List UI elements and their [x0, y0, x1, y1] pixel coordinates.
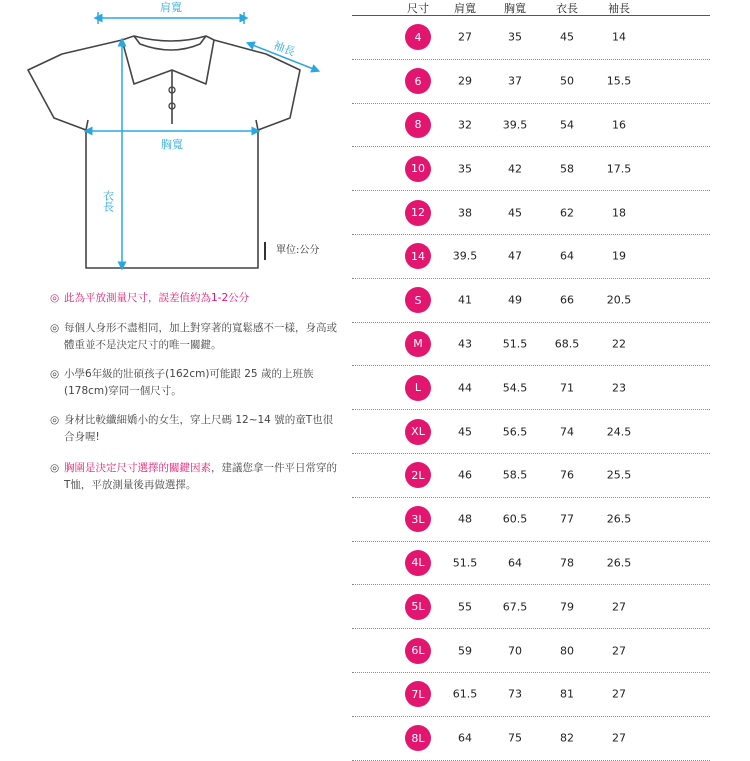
- table-cell: 64: [560, 249, 574, 263]
- shoulder-width-label: 肩寬: [160, 1, 182, 14]
- table-cell: 68.5: [554, 337, 580, 351]
- table-cell: 62: [560, 206, 574, 220]
- table-cell: 49: [508, 293, 522, 307]
- table-row: [352, 60, 710, 104]
- table-cell: 61.5: [452, 687, 478, 701]
- table-cell: 75: [508, 731, 522, 745]
- note-text: 小學6年級的壯碩孩子(162cm)可能跟 25 歲的上班族(178cm)穿同一個尺寸。: [64, 368, 314, 397]
- body-length-label: 衣長: [101, 190, 115, 212]
- table-row: [352, 104, 710, 148]
- table-cell: 27: [612, 731, 626, 745]
- table-cell: 37: [508, 74, 522, 88]
- table-row: [352, 498, 710, 542]
- size-badge: 12: [405, 200, 431, 226]
- size-badge: 5L: [405, 594, 431, 620]
- table-cell: 22: [612, 337, 626, 351]
- table-body: [352, 16, 710, 761]
- size-badge: M: [405, 331, 431, 357]
- table-cell: 43: [458, 337, 472, 351]
- table-cell: 44: [458, 381, 472, 395]
- note-text: 此為平放測量尺寸，誤差值約為1-2公分: [64, 292, 250, 304]
- note-text: ，建議您拿一件平日常穿的T恤，平放測量後再做選擇。: [64, 462, 337, 491]
- table-cell: 32: [458, 118, 472, 132]
- table-row: [352, 16, 710, 60]
- note-item: [50, 460, 340, 494]
- table-cell: 54.5: [502, 381, 528, 395]
- table-cell: 82: [560, 731, 574, 745]
- table-cell: 60.5: [502, 512, 528, 526]
- table-row: [352, 147, 710, 191]
- table-cell: 18: [612, 206, 626, 220]
- size-badge: 14: [405, 243, 431, 269]
- polo-shirt-outline-icon: [0, 0, 340, 280]
- table-cell: 67.5: [502, 600, 528, 614]
- table-cell: 56.5: [502, 425, 528, 439]
- table-cell: 38: [458, 206, 472, 220]
- table-row: [352, 366, 710, 410]
- table-cell: 14: [612, 30, 626, 44]
- size-badge: 4: [405, 24, 431, 50]
- table-cell: 42: [508, 162, 522, 176]
- table-row: [352, 410, 710, 454]
- column-header: 肩寬: [454, 2, 476, 15]
- table-cell: 71: [560, 381, 574, 395]
- table-cell: 50: [560, 74, 574, 88]
- table-cell: 39.5: [452, 249, 478, 263]
- table-cell: 19: [612, 249, 626, 263]
- table-header: [352, 0, 710, 16]
- table-cell: 76: [560, 468, 574, 482]
- table-cell: 35: [508, 30, 522, 44]
- note-bullet-icon: ◎: [50, 462, 60, 474]
- table-row: [352, 235, 710, 279]
- size-badge: L: [405, 375, 431, 401]
- table-cell: 54: [560, 118, 574, 132]
- note-item: [50, 412, 340, 446]
- table-cell: 27: [612, 644, 626, 658]
- table-cell: 45: [560, 30, 574, 44]
- table-cell: 70: [508, 644, 522, 658]
- note-bullet-icon: ◎: [50, 322, 60, 334]
- size-badge: XL: [405, 419, 431, 445]
- table-row: [352, 279, 710, 323]
- note-text: 胸圍是決定尺寸選擇的關鍵因素: [64, 462, 211, 474]
- table-cell: 15.5: [606, 74, 632, 88]
- table-cell: 39.5: [502, 118, 528, 132]
- table-cell: 23: [612, 381, 626, 395]
- table-cell: 64: [458, 731, 472, 745]
- table-cell: 64: [508, 556, 522, 570]
- table-row: [352, 191, 710, 235]
- table-cell: 55: [458, 600, 472, 614]
- table-cell: 16: [612, 118, 626, 132]
- table-row: [352, 323, 710, 367]
- table-cell: 79: [560, 600, 574, 614]
- note-bullet-icon: ◎: [50, 414, 60, 426]
- note-bullet-icon: ◎: [50, 368, 60, 380]
- table-cell: 66: [560, 293, 574, 307]
- table-cell: 59: [458, 644, 472, 658]
- table-cell: 45: [508, 206, 522, 220]
- note-text: 每個人身形不盡相同，加上對穿著的寬鬆感不一樣，身高或體重並不是決定尺寸的唯一關鍵。: [64, 322, 337, 351]
- note-text: 身材比較纖細嬌小的女生，穿上尺碼 12~14 號的童T也很合身喔!: [64, 414, 334, 443]
- table-cell: 51.5: [502, 337, 528, 351]
- size-badge: 6L: [405, 638, 431, 664]
- table-cell: 20.5: [606, 293, 632, 307]
- table-cell: 47: [508, 249, 522, 263]
- table-cell: 27: [612, 687, 626, 701]
- size-badge: 8L: [405, 725, 431, 751]
- table-cell: 45: [458, 425, 472, 439]
- size-badge: 4L: [405, 550, 431, 576]
- size-badge: S: [405, 287, 431, 313]
- note-item: [50, 290, 340, 307]
- unit-label: 單位:公分: [264, 242, 319, 260]
- table-row: [352, 629, 710, 673]
- size-badge: 7L: [405, 681, 431, 707]
- table-cell: 25.5: [606, 468, 632, 482]
- column-header: 袖長: [608, 2, 630, 15]
- shirt-measurement-diagram: [0, 0, 340, 280]
- note-item: [50, 366, 340, 400]
- table-cell: 58.5: [502, 468, 528, 482]
- table-cell: 80: [560, 644, 574, 658]
- sleeve-length-label: 袖長: [271, 38, 297, 59]
- table-cell: 74: [560, 425, 574, 439]
- size-badge: 2L: [405, 462, 431, 488]
- table-cell: 58: [560, 162, 574, 176]
- table-cell: 81: [560, 687, 574, 701]
- size-table: [352, 0, 710, 761]
- size-badge: 6: [405, 68, 431, 94]
- table-row: [352, 585, 710, 629]
- table-cell: 27: [458, 30, 472, 44]
- column-header: 衣長: [556, 2, 578, 15]
- table-cell: 41: [458, 293, 472, 307]
- table-cell: 35: [458, 162, 472, 176]
- table-row: [352, 454, 710, 498]
- table-cell: 73: [508, 687, 522, 701]
- size-badge: 10: [405, 156, 431, 182]
- note-bullet-icon: ◎: [50, 292, 60, 304]
- size-badge: 8: [405, 112, 431, 138]
- table-cell: 27: [612, 600, 626, 614]
- table-cell: 46: [458, 468, 472, 482]
- size-badge: 3L: [405, 506, 431, 532]
- table-cell: 78: [560, 556, 574, 570]
- table-row: [352, 717, 710, 761]
- table-row: [352, 673, 710, 717]
- table-cell: 17.5: [606, 162, 632, 176]
- table-cell: 48: [458, 512, 472, 526]
- table-cell: 24.5: [606, 425, 632, 439]
- table-cell: 26.5: [606, 512, 632, 526]
- table-cell: 77: [560, 512, 574, 526]
- column-header: 尺寸: [407, 2, 429, 15]
- column-header: 胸寬: [504, 2, 526, 15]
- note-item: [50, 320, 340, 354]
- table-row: [352, 542, 710, 586]
- table-cell: 29: [458, 74, 472, 88]
- chest-width-label: 胸寬: [161, 138, 183, 151]
- table-cell: 26.5: [606, 556, 632, 570]
- table-cell: 51.5: [452, 556, 478, 570]
